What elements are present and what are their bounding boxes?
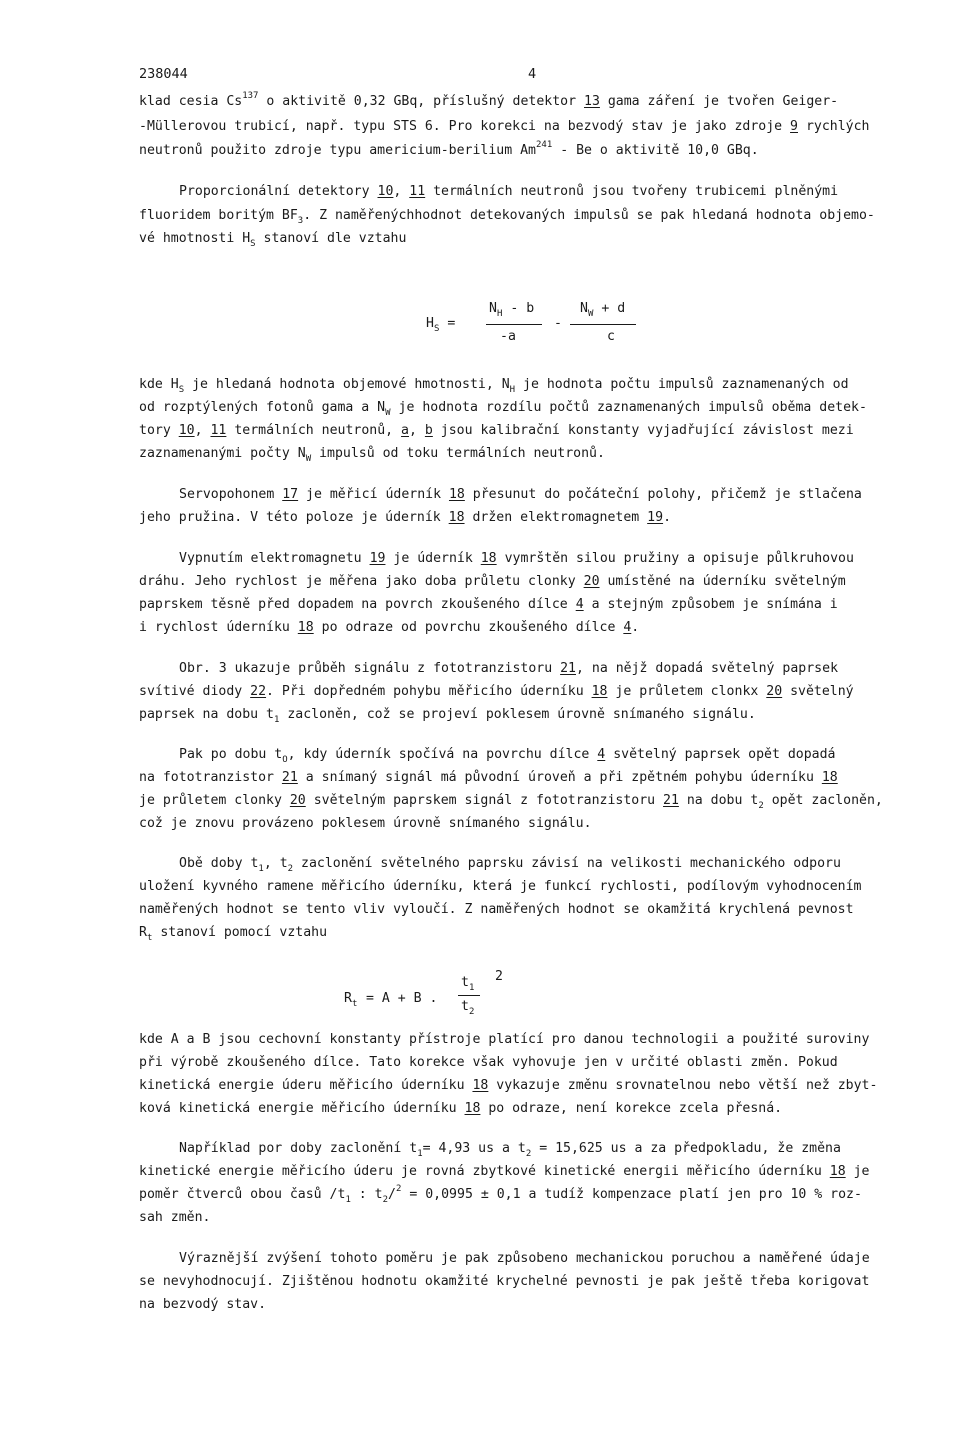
p6-line-1: Obr. 3 ukazuje průběh signálu z fototranzistoru 21, na nějž dopadá světelný paprsek — [179, 661, 839, 676]
p9-line-2: při výrobě zkoušeného dílce. Tato korekce však vyhovuje jen v určité oblasti změn. Pokud — [139, 1055, 838, 1070]
eq2-rhs-constants: = A + B . — [366, 991, 438, 1006]
p5-line-1: Vypnutím elektromagnetu 19 je úderník 18 vymrštěn silou pružiny a opisuje půlkruhovou — [179, 551, 854, 566]
p2-line-2: fluoridem boritým $BF_3$. Z naměřenýchhodnot detekovaných impulsů se pak hledaná hodnota objemo- — [139, 208, 875, 226]
p4-line-2: jeho pružina. V této poloze je úderník 18 držen elektromagnetem 19. — [139, 510, 672, 525]
p8-line-1: Obě doby $t_1$, $t_2$ zaclonění světelného paprsku závisí na velikosti mechanického odporu — [179, 856, 841, 874]
p8-line-4: $R_t$ stanoví pomocí vztahu — [139, 925, 328, 943]
p11-line-2: se nevyhodnocují. Zjištěnou hodnotu okamžité krychelné pevnosti je pak ještě třeba korigovat — [139, 1274, 870, 1289]
p1-line-3: neutronů použito zdroje typu americium-berilium Am$^{241}$ - Be o aktivitě 10,0 GBq. — [139, 140, 759, 158]
p3-line-1: kde $H_S$ je hledaná hodnota objemové hmotnosti, $N_H$ je hodnota počtu impulsů zaznamenaných od — [139, 377, 849, 395]
p5-line-2: dráhu. Jeho rychlost je měřena jako doba průletu clonky 20 umístěné na úderníku světelným — [139, 574, 846, 589]
p1-line-2: -Müllerovou trubicí, např. typu STS 6. Pro korekci na bezvodý stav je jako zdroje 9 rychlých — [139, 119, 870, 134]
eq2-denominator: $t_2$ — [461, 999, 475, 1017]
p10-line-4: sah změn. — [139, 1210, 211, 1225]
eq2-fraction-bar — [458, 995, 480, 996]
p10-line-2: kinetické energie měřicího úderu je rovná zbytkové kinetické energii měřicího úderníku 18 je — [139, 1164, 870, 1179]
p4-line-1: Servopohonem 17 je měřicí úderník 18 přesunut do počáteční polohy, přičemž je stlačena — [179, 487, 862, 502]
p11-line-1: Výraznější zvýšení tohoto poměru je pak způsobeno mechanickou poruchou a naměřené údaje — [179, 1251, 870, 1266]
p10-line-3: poměr čtverců obou časů $/t_1$ : $t_2/^2 = 0,0995 \pm 0,1$ a tudíž kompenzace platí jen pro 10 % roz- — [139, 1184, 862, 1205]
p9-line-4: ková kinetická energie měřicího úderníku 18 po odraze, není korekce zcela přesná. — [139, 1101, 783, 1116]
p7-line-1: Pak po dobu $t_O$, kdy úderník spočívá na povrchu dílce 4 světelný paprsek opět dopadá — [179, 747, 836, 765]
p7-line-2: na fototranzistor 21 a snímaný signál má původní úroveň a při zpětném pohybu úderníku 18 — [139, 770, 838, 785]
p8-line-3: naměřených hodnot se tento vliv vyloučí. Z naměřených hodnot se okamžitá krychlená pevnost — [139, 902, 854, 917]
p3-line-3: tory 10, 11 termálních neutronů, a, b jsou kalibrační konstanty vyjadřující závislost mezi — [139, 423, 854, 438]
eq1-fraction-bar-2 — [570, 324, 636, 325]
eq2-numerator: $t_1$ — [461, 975, 475, 993]
p2-line-3: vé hmotnosti $H_S$ stanoví dle vztahu — [139, 231, 407, 249]
eq2-lhs: $R_t$ — [344, 991, 358, 1009]
eq1-minus: - — [554, 316, 562, 331]
p10-line-1: Například por doby zaclonění $t_1= 4,93$ us a $t_2 = 15,625$ us a za předpokladu, že změna — [179, 1141, 841, 1159]
document-number: 238044 — [139, 66, 188, 82]
p1-line-1: klad cesia Cs$^{137}$ o aktivitě 0,32 GBq, příslušný detektor 13 gama záření je tvořen Geiger- — [139, 91, 839, 109]
p11-line-3: na bezvodý stav. — [139, 1297, 267, 1312]
eq1-numerator-1: $N_H$ - b — [489, 301, 535, 319]
p3-line-4: zaznamenanými počty $N_W$ impulsů od toku termálních neutronů. — [139, 446, 605, 464]
p5-line-4: i rychlost úderníku 18 po odraze od povrchu zkoušeného dílce 4. — [139, 620, 640, 635]
p2-line-1: Proporcionální detektory 10, 11 termálních neutronů jsou tvořeny trubicemi plněnými — [179, 184, 839, 199]
p5-line-3: paprskem těsně před dopadem na povrch zkoušeného dílce 4 a stejným způsobem je snímána i — [139, 597, 838, 612]
p8-line-2: uložení kyvného ramene měřicího úderníku, která je funkcí rychlosti, podílovým vyhodnocením — [139, 879, 862, 894]
p7-line-3: je průletem clonky 20 světelným paprskem signál z fototranzistoru 21 na dobu $t_2$ opět zacloněn, — [139, 793, 883, 811]
eq1-denominator-1: -a — [500, 329, 516, 344]
p9-line-1: kde A a B jsou cechovní konstanty přístroje platící pro danou technologii a použité suroviny — [139, 1032, 870, 1047]
eq2-exponent: 2 — [495, 969, 503, 984]
p3-line-2: od rozptýlených fotonů gama a $N_W$ je hodnota rozdílu počtů zaznamenaných impulsů oběma detek- — [139, 400, 867, 418]
eq1-lhs: $H_S$ = — [426, 316, 456, 334]
p7-line-4: což je znovu provázeno poklesem úrovně snímaného signálu. — [139, 816, 592, 831]
p6-line-3: paprsek na dobu $t_1$ zacloněn, což se projeví poklesem úrovně snímaného signálu. — [139, 707, 756, 725]
eq1-fraction-bar-1 — [486, 324, 542, 325]
page-number: 4 — [528, 66, 537, 82]
p6-line-2: svítivé diody 22. Při dopředném pohybu měřicího úderníku 18 je průletem clonkx 20 světelný — [139, 684, 854, 699]
eq1-numerator-2: $N_W + d$ — [580, 301, 626, 319]
p9-line-3: kinetická energie úderu měřicího úderníku 18 vykazuje změnu srovnatelnou nebo větší než zbyt- — [139, 1078, 878, 1093]
eq1-denominator-2: c — [607, 329, 615, 344]
